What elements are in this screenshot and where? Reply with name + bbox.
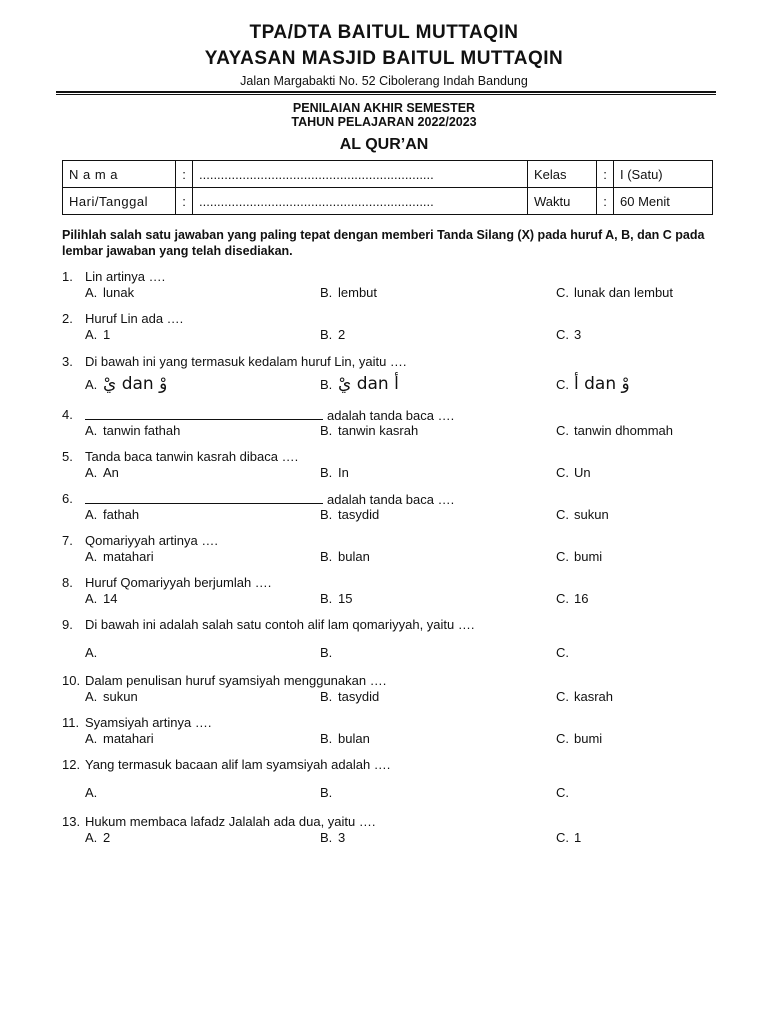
option-letter: C.	[556, 689, 569, 704]
class-value: I (Satu)	[614, 161, 713, 188]
option-a[interactable]	[85, 423, 180, 439]
question-number: 5.	[62, 449, 73, 464]
option-b[interactable]	[320, 549, 370, 565]
option-letter: B.	[320, 423, 333, 438]
question-number: 6.	[62, 491, 73, 506]
option-letter: A.	[85, 549, 98, 564]
option-b[interactable]	[320, 689, 379, 705]
option-letter: B.	[320, 507, 333, 522]
question-text: Syamsiyah artinya ….	[85, 715, 212, 730]
option-a[interactable]	[85, 507, 139, 523]
time-value: 60 Menit	[614, 188, 713, 215]
school-address: Jalan Margabakti No. 52 Cibolerang Indah Bandung	[240, 74, 528, 88]
option-text: kasrah	[574, 689, 614, 704]
option-letter: A.	[85, 327, 98, 342]
option-b[interactable]	[320, 507, 379, 523]
option-letter: B.	[320, 327, 333, 342]
info-row-date	[63, 188, 713, 215]
option-c[interactable]	[556, 830, 581, 846]
foundation-name: YAYASAN MASJID BAITUL MUTTAQIN	[204, 48, 564, 69]
option-text: An	[103, 465, 119, 480]
question-number: 8.	[62, 575, 73, 590]
option-b[interactable]	[320, 423, 418, 439]
option-letter: C.	[556, 465, 569, 480]
question-text: Lin artinya ….	[85, 269, 166, 284]
question-4	[62, 407, 726, 439]
question-text: Tanda baca tanwin kasrah dibaca ….	[85, 449, 299, 464]
option-text: أ dan وْ	[574, 374, 630, 394]
option-a[interactable]	[85, 285, 134, 301]
option-text: bulan	[338, 549, 370, 564]
exam-title: PENILAIAN AKHIR SEMESTER	[292, 101, 476, 115]
question-13	[62, 814, 726, 846]
question-text: Di bawah ini yang termasuk kedalam huruf Lin, yaitu ….	[85, 354, 407, 369]
name-field[interactable]: .................................................................	[193, 161, 528, 188]
option-letter: C.	[556, 327, 569, 342]
info-row-name	[63, 161, 713, 188]
option-letter: B.	[320, 549, 333, 564]
option-text: 1	[103, 327, 111, 342]
option-text: lunak dan lembut	[574, 285, 674, 300]
option-letter: B.	[320, 731, 333, 746]
option-letter: C.	[556, 731, 569, 746]
option-letter: C.	[556, 591, 569, 606]
colon: :	[597, 161, 614, 188]
question-6	[62, 491, 726, 523]
option-letter: C.	[556, 377, 569, 392]
question-number: 10.	[62, 673, 81, 688]
date-field[interactable]: .................................................................	[193, 188, 528, 215]
option-c[interactable]	[556, 689, 613, 705]
school-name: TPA/DTA BAITUL MUTTAQIN	[249, 22, 519, 43]
option-c[interactable]	[556, 423, 673, 439]
colon: :	[597, 188, 614, 215]
question-text: Huruf Lin ada ….	[85, 311, 184, 326]
option-text: tanwin dhommah	[574, 423, 673, 438]
question-number: 12.	[62, 757, 81, 772]
question-text: adalah tanda baca ….	[327, 492, 455, 507]
option-text: يْ dan أ	[338, 374, 399, 394]
option-letter: C.	[556, 507, 569, 522]
colon: :	[176, 161, 193, 188]
class-label: Kelas	[528, 161, 597, 188]
option-text: 2	[338, 327, 346, 342]
option-letter: C.	[556, 785, 569, 800]
option-text: bulan	[338, 731, 370, 746]
option-letter: B.	[320, 830, 333, 845]
exam-title-block	[0, 101, 768, 155]
document-header	[0, 20, 768, 89]
question-7	[62, 533, 726, 565]
question-11	[62, 715, 726, 747]
option-letter: A.	[85, 285, 98, 300]
question-number: 11.	[62, 715, 80, 730]
question-10	[62, 673, 726, 705]
option-text: fathah	[103, 507, 140, 522]
option-c[interactable]	[556, 507, 609, 523]
question-number: 13.	[62, 814, 81, 829]
option-letter: A.	[85, 507, 98, 522]
question-text: Dalam penulisan huruf syamsiyah menggunakan ….	[85, 673, 387, 688]
option-c[interactable]	[556, 731, 602, 747]
option-text: matahari	[103, 731, 154, 746]
option-letter: A.	[85, 689, 98, 704]
question-5	[62, 449, 726, 481]
option-letter: A.	[85, 377, 98, 392]
question-number: 2.	[62, 311, 73, 326]
option-c[interactable]	[556, 549, 602, 565]
option-b[interactable]	[320, 465, 349, 481]
question-number: 7.	[62, 533, 73, 548]
question-text: Huruf Qomariyyah berjumlah ….	[85, 575, 272, 590]
question-9	[62, 617, 726, 661]
option-b[interactable]	[320, 830, 345, 846]
student-info-table	[62, 160, 713, 215]
option-letter: B.	[320, 785, 333, 800]
option-letter: B.	[320, 465, 333, 480]
header-divider-thin	[56, 94, 716, 95]
option-a[interactable]	[85, 465, 119, 481]
question-text: Di bawah ini adalah salah satu contoh alif lam qomariyyah, yaitu ….	[85, 617, 475, 632]
answer-blank[interactable]	[85, 407, 323, 420]
question-number: 4.	[62, 407, 73, 422]
option-text: In	[338, 465, 349, 480]
option-letter: A.	[85, 591, 98, 606]
question-text: Qomariyyah artinya ….	[85, 533, 218, 548]
option-letter: A.	[85, 731, 98, 746]
option-a[interactable]	[85, 785, 103, 801]
question-text: Yang termasuk bacaan alif lam syamsiyah adalah ….	[85, 757, 391, 772]
option-b[interactable]	[320, 645, 338, 661]
option-letter: B.	[320, 645, 333, 660]
option-letter: C.	[556, 830, 569, 845]
option-letter: A.	[85, 645, 98, 660]
colon: :	[176, 188, 193, 215]
answer-blank[interactable]	[85, 491, 323, 504]
option-c[interactable]	[556, 465, 591, 481]
option-a[interactable]	[85, 689, 138, 705]
option-letter: A.	[85, 465, 98, 480]
option-letter: A.	[85, 830, 98, 845]
option-c[interactable]	[556, 373, 630, 396]
question-number: 3.	[62, 354, 73, 369]
option-b[interactable]	[320, 591, 352, 607]
option-c[interactable]	[556, 785, 574, 801]
option-text: 14	[103, 591, 118, 606]
time-label: Waktu	[528, 188, 597, 215]
option-text: يْ dan وْ	[103, 374, 168, 394]
exam-year: TAHUN PELAJARAN 2022/2023	[291, 115, 477, 129]
option-text: 15	[338, 591, 353, 606]
exam-subject: AL QUR’AN	[339, 136, 429, 153]
question-number: 1.	[62, 269, 73, 284]
header-divider-thick	[56, 91, 716, 93]
option-c[interactable]	[556, 285, 673, 301]
option-text: matahari	[103, 549, 154, 564]
question-2	[62, 311, 726, 343]
option-text: lembut	[338, 285, 378, 300]
option-a[interactable]	[85, 373, 167, 396]
option-letter: B.	[320, 591, 333, 606]
option-a[interactable]	[85, 327, 110, 343]
option-letter: B.	[320, 689, 333, 704]
option-letter: C.	[556, 285, 569, 300]
option-letter: A.	[85, 423, 98, 438]
option-letter: C.	[556, 645, 569, 660]
question-3	[62, 354, 726, 395]
option-text: 3	[574, 327, 582, 342]
option-a[interactable]	[85, 645, 103, 661]
option-text: 2	[103, 830, 111, 845]
option-text: bumi	[574, 731, 603, 746]
option-text: tanwin fathah	[103, 423, 181, 438]
question-text: adalah tanda baca ….	[327, 408, 455, 423]
option-text: sukun	[103, 689, 138, 704]
option-letter: B.	[320, 377, 333, 392]
question-1	[62, 269, 726, 301]
date-label: Hari/Tanggal	[63, 188, 176, 215]
question-8	[62, 575, 726, 607]
option-a[interactable]	[85, 830, 110, 846]
option-letter: B.	[320, 285, 333, 300]
option-a[interactable]	[85, 591, 117, 607]
option-text: tasydid	[338, 507, 380, 522]
option-b[interactable]	[320, 327, 345, 343]
option-text: lunak	[103, 285, 135, 300]
question-12	[62, 757, 726, 801]
question-number: 9.	[62, 617, 73, 632]
option-b[interactable]	[320, 731, 370, 747]
option-c[interactable]	[556, 645, 574, 661]
name-label: N a m a	[63, 161, 176, 188]
option-text: bumi	[574, 549, 603, 564]
question-text: Hukum membaca lafadz Jalalah ada dua, yaitu ….	[85, 814, 376, 829]
option-letter: C.	[556, 549, 569, 564]
option-c[interactable]	[556, 591, 588, 607]
option-text: 3	[338, 830, 346, 845]
option-letter: C.	[556, 423, 569, 438]
option-b[interactable]	[320, 785, 338, 801]
option-c[interactable]	[556, 327, 581, 343]
option-b[interactable]	[320, 373, 399, 396]
option-text: 1	[574, 830, 582, 845]
option-text: sukun	[574, 507, 609, 522]
instructions: Pilihlah salah satu jawaban yang paling tepat dengan memberi Tanda Silang (X) pada huruf A, B, dan C pada lembar jawaban yang telah disediakan.	[62, 228, 705, 258]
option-a[interactable]	[85, 549, 154, 565]
option-text: tasydid	[338, 689, 380, 704]
option-a[interactable]	[85, 731, 154, 747]
option-text: 16	[574, 591, 589, 606]
option-text: tanwin kasrah	[338, 423, 419, 438]
option-letter: A.	[85, 785, 98, 800]
option-b[interactable]	[320, 285, 377, 301]
option-text: Un	[574, 465, 591, 480]
